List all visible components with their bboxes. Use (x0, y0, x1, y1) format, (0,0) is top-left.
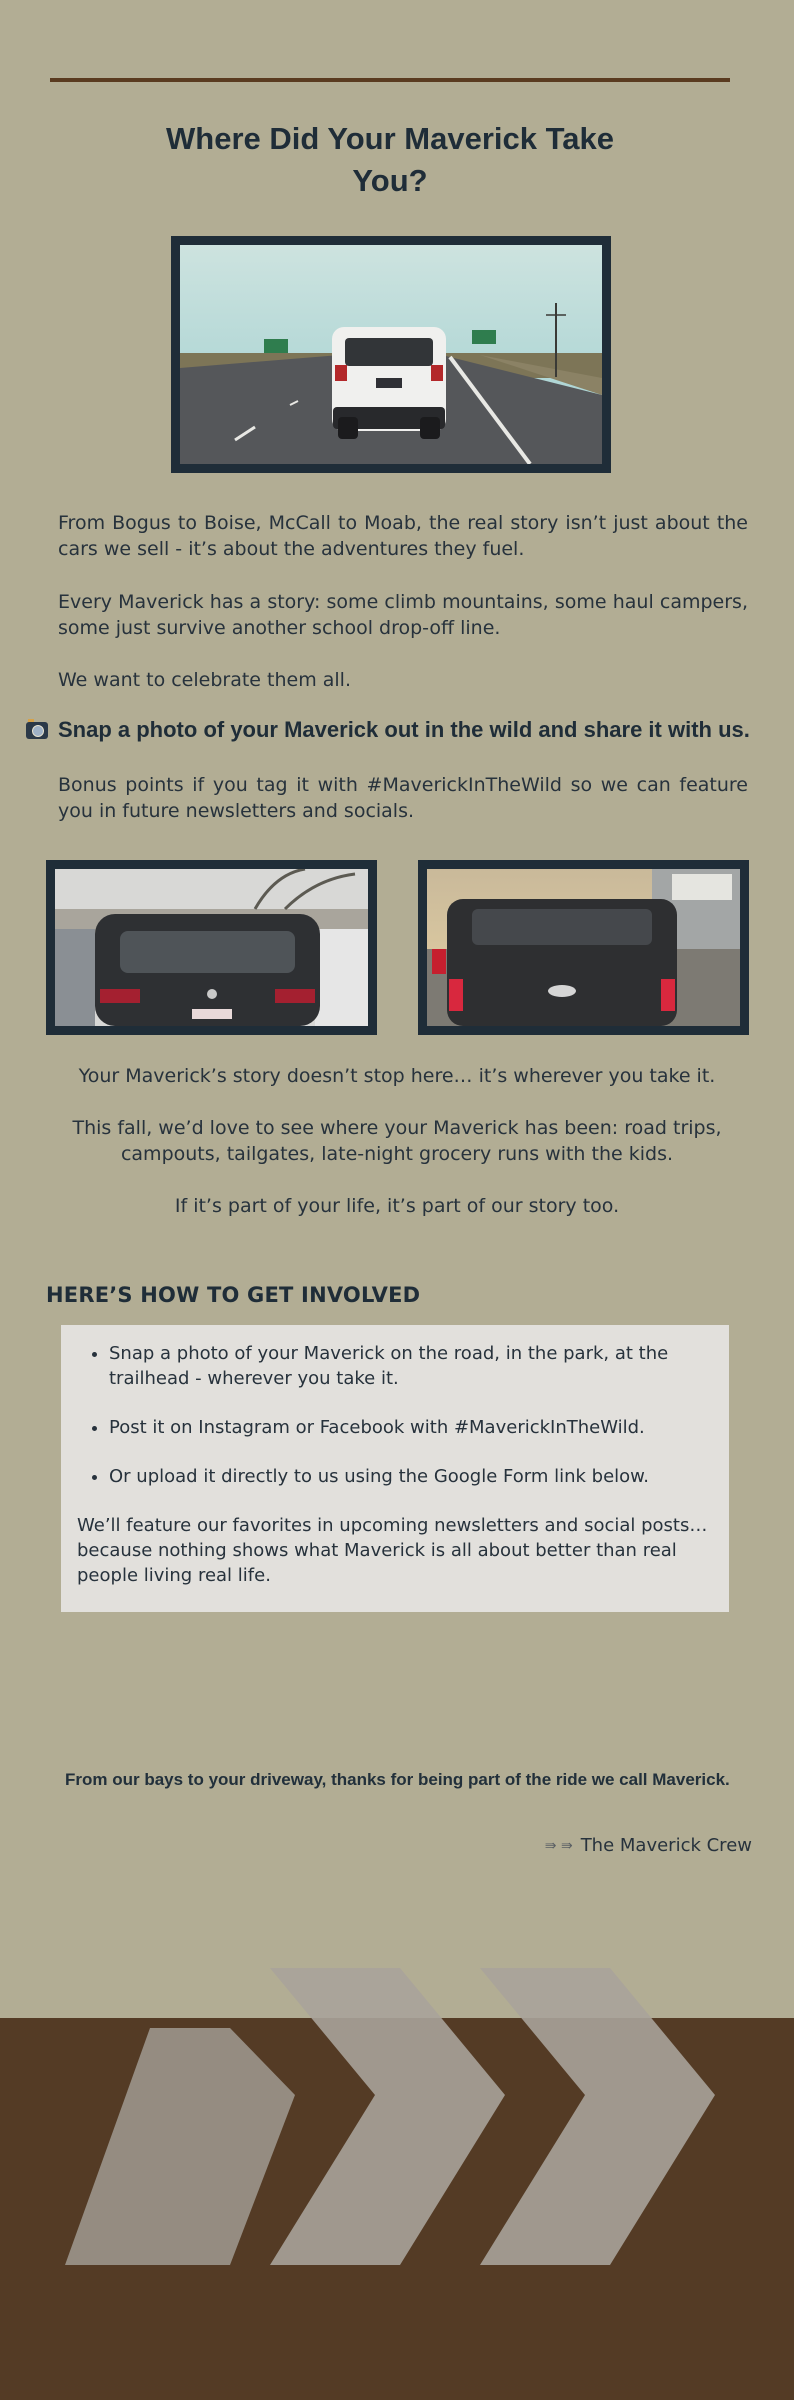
how-to-closing: We’ll feature our favorites in upcoming newsletters and social posts… because nothing shows what Maverick is all about better than real people living real life. (77, 1515, 708, 1586)
intro-paragraph: We want to celebrate them all. (58, 669, 351, 691)
suv-highway-image (180, 245, 602, 464)
page-title: Where Did Your Maverick Take You? (166, 121, 614, 198)
snap-callout (26, 715, 786, 745)
how-to-heading: HERE’S HOW TO GET INVOLVED (46, 1283, 421, 1307)
story-paragraph: This fall, we’d love to see where your Maverick has been: road trips, campouts, tailgates, late-night grocery runs with the kids. (72, 1117, 722, 1165)
list-item: • Post it on Instagram or Facebook with #MaverickInTheWild. (109, 1415, 713, 1440)
signoff-text: The Maverick Crew (580, 1835, 752, 1856)
how-to-box (61, 1325, 729, 1612)
story-paragraph: Your Maverick’s story doesn’t stop here… it’s wherever you take it. (78, 1065, 716, 1087)
double-arrow-icon: ⇛ ⇛ (544, 1837, 573, 1854)
story-paragraph: If it’s part of your life, it’s part of our story too. (174, 1195, 620, 1217)
ford-street-photo (418, 860, 749, 1035)
intro-paragraph: From Bogus to Boise, McCall to Moab, the real story isn’t just about the cars we sell - it’s about the adventures they fuel. (58, 512, 748, 560)
intro-paragraph: Every Maverick has a story: some climb mountains, some haul campers, some just survive another school drop-off line. (58, 591, 748, 639)
signoff (545, 1835, 752, 1856)
camera-icon (26, 722, 48, 739)
top-divider (50, 78, 730, 82)
ford-street-image (427, 869, 740, 1026)
bonus-paragraph: Bonus points if you tag it with #MaverickInTheWild so we can feature you in future newsletters and socials. (58, 774, 748, 822)
chevron-arrows-graphic (0, 1960, 794, 2400)
thanks-line: From our bays to your driveway, thanks for being part of the ride we call Maverick. (65, 1770, 730, 1789)
snap-text: Snap a photo of your Maverick out in the wild and share it with us. (58, 717, 750, 742)
list-item: • Or upload it directly to us using the Google Form link below. (109, 1464, 713, 1489)
honda-parking-photo (46, 860, 377, 1035)
hero-photo (171, 236, 611, 473)
honda-parking-image (55, 869, 368, 1026)
list-item: • Snap a photo of your Maverick on the road, in the park, at the trailhead - wherever you take it. (109, 1341, 713, 1391)
how-to-list (77, 1341, 713, 1489)
